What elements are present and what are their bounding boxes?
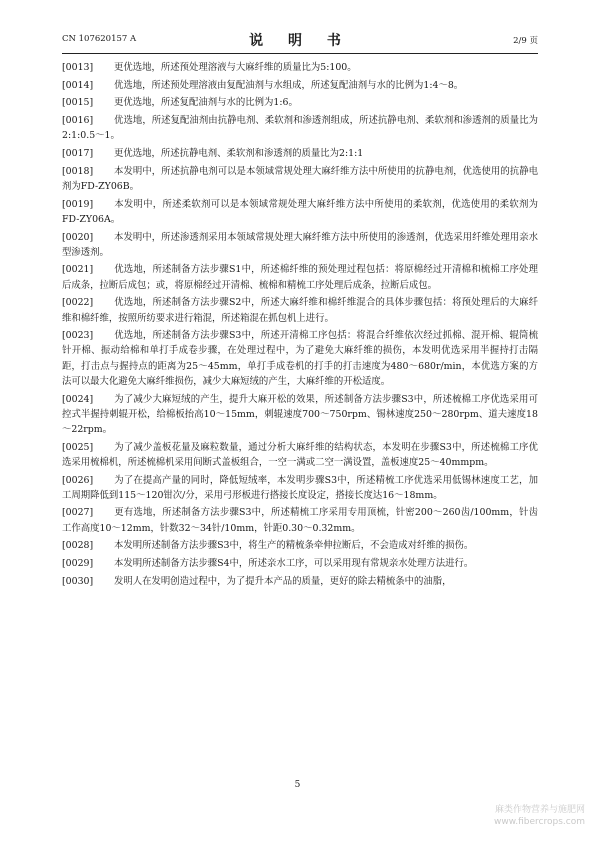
paragraph-text: 优选地，所述预处理溶液由复配油剂与水组成，所述复配油剂与水的比例为1:4～8。: [114, 79, 464, 91]
paragraph-text: 为了减少大麻短绒的产生，提升大麻开松的效果，所述制备方法步骤S3中，所述梳棉工序优选采用可控式半握持刺辊开松，给棉板抬高10～15mm，刺辊速度700～750rpm、锡林速度250～280rpm、道夫速度18～22rpm。: [62, 393, 538, 435]
paragraph-number: [0020]: [62, 231, 94, 243]
paragraph-number: [0013]: [62, 62, 94, 73]
paragraph-number: [0023]: [62, 330, 94, 342]
paragraph: [62, 230, 538, 260]
paragraph: [62, 473, 538, 503]
paragraph-text: 本发明中，所述抗静电剂可以是本领域常规处理大麻纤维方法中所使用的抗静电剂，优选使用的抗静电剂为FD-ZY06B。: [62, 165, 538, 192]
paragraph-number: [0017]: [62, 148, 94, 160]
paragraph-number: [0030]: [62, 575, 94, 587]
paragraph-text: 为了在提高产量的同时，降低短绒率，本发明步骤S3中，所述精梳工序优选采用低锡林速度工艺，加工周期降低到115～120钳次/分，采用弓形板进行搭接长度设定，搭接长度达16～18mm。: [62, 474, 538, 501]
paragraph-number: [0021]: [62, 264, 94, 276]
description-body: [62, 60, 538, 592]
paragraph: [62, 113, 538, 143]
paragraph-number: [0015]: [62, 97, 94, 109]
paragraph-text: 更优选地，所述复配油剂与水的比例为1:6。: [114, 97, 298, 109]
paragraph: [62, 60, 538, 75]
paragraph-number: [0028]: [62, 540, 94, 552]
paragraph-number: [0026]: [62, 474, 94, 486]
paragraph-number: [0027]: [62, 507, 94, 519]
paragraph-text: 更有选地，所述制备方法步骤S3中，所述精梳工序采用专用顶梳，针密200～260齿/100mm，针齿工作高度10～12mm，针数32～34针/10mm，针距0.30～0.32mm。: [62, 507, 538, 534]
paragraph: [62, 505, 538, 535]
paragraph-text: 本发明所述制备方法步骤S3中，将生产的精梳条牵伸拉断后，不会造成对纤维的损伤。: [114, 540, 474, 552]
paragraph: [62, 538, 538, 553]
paragraph-number: [0018]: [62, 165, 94, 177]
paragraph: [62, 262, 538, 292]
paragraph-number: [0024]: [62, 393, 94, 405]
paragraph-number: [0019]: [62, 198, 94, 210]
paragraph-number: [0014]: [62, 79, 94, 91]
paragraph: [62, 295, 538, 325]
page-number: 5: [294, 780, 301, 790]
page-indicator: 2/9 页: [513, 36, 538, 46]
paragraph: [62, 197, 538, 227]
paragraph: [62, 164, 538, 194]
paragraph: [62, 574, 538, 589]
paragraph-text: 优选地，所述制备方法步骤S1中，所述棉纤维的预处理过程包括：将原棉经过开清棉和梳棉工序处理后成条，拉断后成包；或，将原棉经过开清棉、梳棉和精梳工序处理后成条，拉断后成包。: [62, 264, 538, 291]
watermark: [494, 804, 585, 828]
paragraph-text: 本发明中，所述渗透剂采用本领域常规处理大麻纤维方法中所使用的渗透剂，优选采用纤维处理用亲水型渗透剂。: [62, 231, 538, 258]
paragraph-number: [0022]: [62, 297, 94, 309]
watermark-url: www.fibercrops.com: [494, 817, 585, 827]
paragraph: [62, 392, 538, 438]
paragraph: [62, 146, 538, 161]
paragraph: [62, 95, 538, 110]
paragraph: [62, 440, 538, 470]
paragraph-text: 发明人在发明创造过程中，为了提升本产品的质量，更好的除去精梳条中的油脂，: [114, 575, 452, 587]
paragraph: [62, 78, 538, 93]
paragraph-text: 更优选地，所述抗静电剂、柔软剂和渗透剂的质量比为2:1:1: [114, 148, 364, 160]
paragraph-text: 优选地，所述复配油剂由抗静电剂、柔软剂和渗透剂组成，所述抗静电剂、柔软剂和渗透剂的质量比为2:1:0.5～1。: [62, 115, 538, 142]
watermark-title: 麻类作物营养与施肥网: [494, 805, 585, 815]
paragraph-number: [0016]: [62, 115, 94, 127]
paragraph-text: 本发明中，所述柔软剂可以是本领域常规处理大麻纤维方法中所使用的柔软剂，优选使用的柔软剂为FD-ZY06A。: [62, 198, 538, 225]
paragraph-text: 优选地，所述制备方法步骤S3中，所述开清棉工序包括：将混合纤维依次经过抓棉、混开棉、辊筒梳针开棉、振动给棉和单打手成卷步骤，在处理过程中，为了避免大麻纤维的损伤，本发明优选采用半握持打击隔距，打击点与握持点的距离为25～45mm，单打手成卷机的打手的打击速度为480～680r/min，本优选方案的方法可以最大化避免大麻纤维损伤，减少大麻短绒的产生，大麻纤维的开松适度。: [62, 330, 538, 387]
document-number: CN 107620157 A: [62, 34, 137, 44]
paragraph-text: 更优选地，所述预处理溶液与大麻纤维的质量比为5:100。: [114, 62, 357, 73]
document-title: 说 明 书: [249, 33, 351, 49]
header-rule: [62, 53, 538, 54]
paragraph-number: [0029]: [62, 558, 94, 570]
paragraph-text: 本发明所述制备方法步骤S4中，所述亲水工序，可以采用现有常规亲水处理方法进行。: [114, 558, 474, 570]
paragraph-text: 优选地，所述制备方法步骤S2中，所述大麻纤维和棉纤维混合的具体步骤包括：将预处理后的大麻纤维和棉纤维，按照所纺要求进行箱混，所述箱混在抓包机上进行。: [62, 297, 538, 324]
paragraph: [62, 556, 538, 571]
paragraph-text: 为了减少盖板花量及麻粒数量，通过分析大麻纤维的结构状态，本发明在步骤S3中，所述梳棉工序优选采用梳棉机，所述梳棉机采用间断式盖板组合，一空一满或二空一满设置，盖板速度25～40mmpm。: [62, 441, 538, 468]
paragraph-number: [0025]: [62, 441, 94, 453]
page-header: [62, 30, 538, 50]
paragraph: [62, 328, 538, 389]
